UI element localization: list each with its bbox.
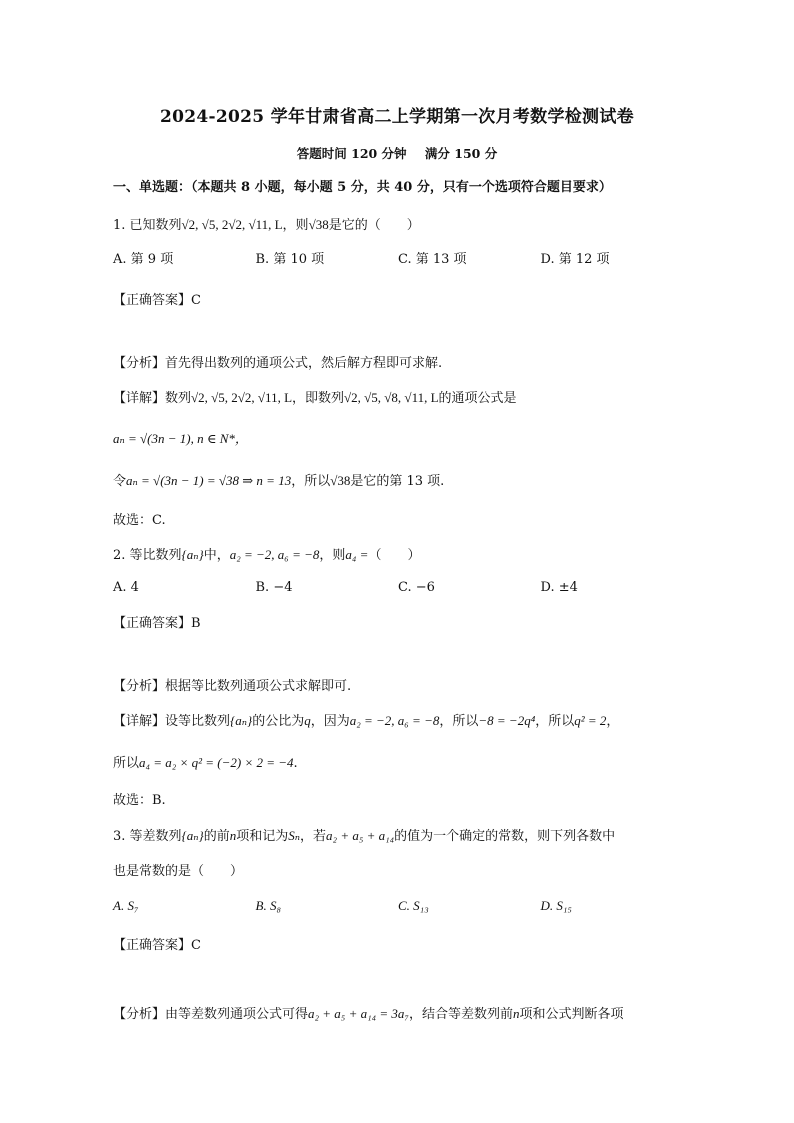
question-1-formula: aₙ = √(3n − 1), n ∈ N*， (113, 431, 248, 446)
question-1-answer: 【正确答案】C (113, 293, 201, 308)
question-2-stem: 2. 等比数列{aₙ}中，a₂ = −2, a₆ = −8，则a₄ =（ ） (113, 547, 421, 563)
section-heading: 一、单选题：（本题共 8 小题，每小题 5 分，共 40 分，只有一个选项符合题目要求） (113, 180, 612, 195)
question-1-stem: 1. 已知数列√2, √5, 2√2, √11, L，则√38是它的（ ） (113, 217, 420, 233)
math-sqrt38: √38 (308, 217, 329, 232)
question-2-answer: 【正确答案】B (113, 616, 201, 631)
question-3-stem-line2: 也是常数的是（ ） (113, 864, 244, 879)
option-a: A. 4 (113, 580, 139, 595)
question-2-detail: 【详解】设等比数列{aₙ}的公比为q，因为a₂ = −2, a₆ = −8，所以−8 = −2q⁴，所以q² = 2， (113, 713, 620, 729)
question-3-analysis: 【分析】由等差数列通项公式可得a₂ + a₅ + a₁₄ = 3a₇，结合等差数列前n项和公式判断各项 (113, 1006, 624, 1022)
question-2-analysis: 【分析】根据等比数列通项公式求解即可. (113, 679, 352, 694)
option-b: B. S₈ (255, 898, 281, 913)
math-sequence: √2, √5, 2√2, √11, L (181, 217, 283, 232)
option-d: D. S₁₅ (540, 898, 572, 913)
question-2-options (113, 580, 683, 595)
exam-score: 满分 150 分 (424, 146, 498, 161)
question-2-choice: 故选：B. (113, 793, 166, 808)
question-2-detail-line2: 所以a₄ = a₂ × q² = (−2) × 2 = −4. (113, 755, 298, 771)
option-c: C. 第 13 项 (398, 252, 467, 267)
exam-time: 答题时间 120 分钟 (296, 146, 407, 161)
option-c: C. −6 (398, 580, 435, 595)
option-d: D. ±4 (540, 580, 578, 595)
option-a: A. S₇ (113, 898, 139, 913)
question-1-step: 令aₙ = √(3n − 1) = √38 ⇒ n = 13，所以√38是它的第 13 项. (113, 473, 445, 489)
question-3-options (113, 898, 683, 914)
option-d: D. 第 12 项 (540, 252, 610, 267)
question-3-answer: 【正确答案】C (113, 938, 201, 953)
option-a: A. 第 9 项 (113, 252, 174, 267)
option-b: B. −4 (255, 580, 293, 595)
page-title: 2024-2025 学年甘肃省高二上学期第一次月考数学检测试卷 (160, 107, 634, 127)
option-c: C. S₁₃ (398, 898, 429, 913)
question-1-detail: 【详解】数列√2, √5, 2√2, √11, L，即数列√2, √5, √8, √11, L的通项公式是 (113, 390, 517, 406)
question-1-choice: 故选：C. (113, 513, 166, 528)
option-b: B. 第 10 项 (255, 252, 325, 267)
question-1-options (113, 248, 683, 267)
question-3-stem: 3. 等差数列{aₙ}的前n项和记为Sₙ，若a₂ + a₅ + a₁₄的值为一个确定的常数，则下列各数中 (113, 828, 616, 844)
exam-info (0, 144, 794, 162)
question-1-analysis: 【分析】首先得出数列的通项公式，然后解方程即可求解. (113, 356, 443, 371)
